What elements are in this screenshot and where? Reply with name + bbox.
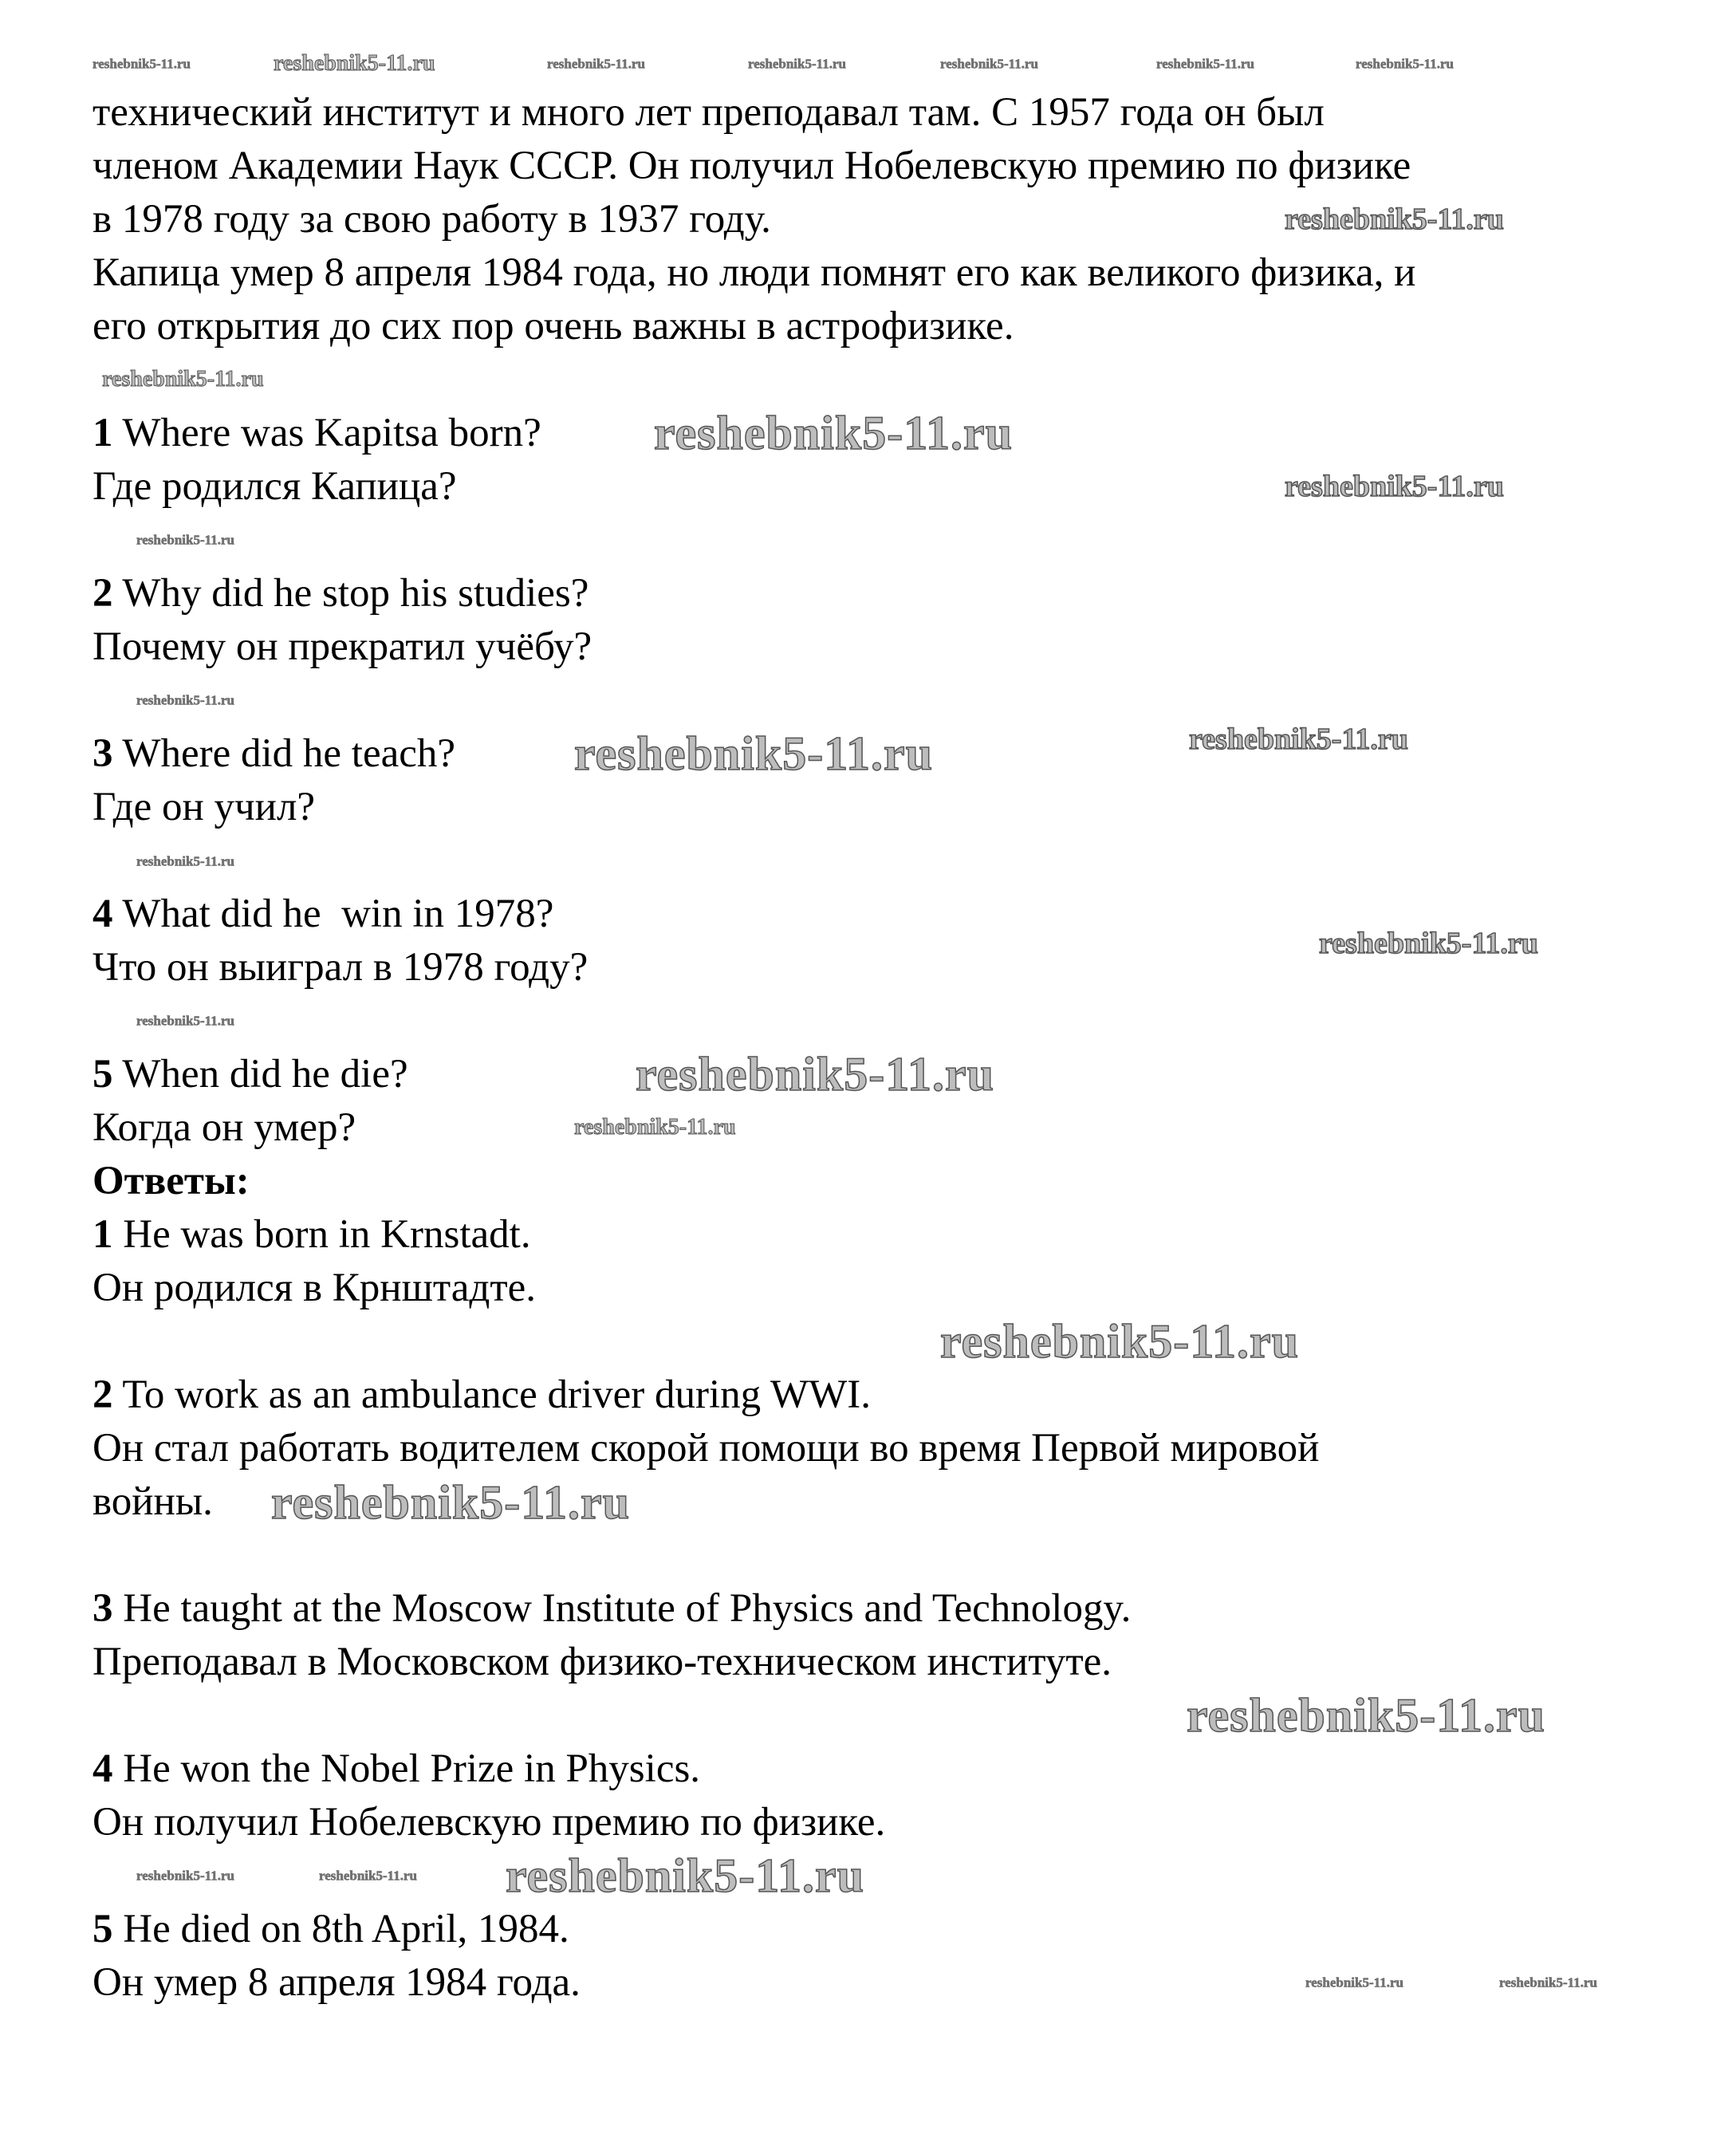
answer-ru: Он родился в Крнштадте.	[93, 1266, 537, 1310]
question-number: 2	[93, 571, 113, 616]
watermark: reshebnik5-11.ru	[748, 56, 846, 72]
question-number: 1	[93, 411, 113, 455]
watermark: reshebnik5-11.ru	[136, 1013, 234, 1029]
answer-number: 5	[93, 1907, 113, 1951]
answer-text: To work as an ambulance driver during WWI.	[122, 1372, 872, 1417]
question-ru: Где он учил?	[93, 785, 316, 829]
watermark: reshebnik5-11.ru	[940, 1315, 1299, 1368]
answer-number: 3	[93, 1586, 113, 1631]
watermark: reshebnik5-11.ru	[93, 56, 191, 72]
answer-text: He won the Nobel Prize in Physics.	[123, 1746, 701, 1791]
answer-ru: Он стал работать водителем скорой помощи во время Первой мировой	[93, 1426, 1320, 1471]
watermark: reshebnik5-11.ru	[1156, 56, 1254, 72]
watermark: reshebnik5-11.ru	[1187, 1689, 1545, 1742]
watermark: reshebnik5-11.ru	[1319, 927, 1538, 960]
paragraph-line: его открытия до сих пор очень важны в астрофизике.	[93, 304, 1014, 348]
question-text: When did he die?	[122, 1052, 408, 1097]
answer-en	[93, 1368, 1671, 1422]
paragraph-line: в 1978 году за свою работу в 1937 году.	[93, 197, 771, 242]
watermark: reshebnik5-11.ru	[136, 532, 234, 548]
watermark: reshebnik5-11.ru	[136, 1868, 234, 1884]
question-number: 5	[93, 1052, 113, 1097]
question-text: What did he win in 1978?	[122, 892, 554, 936]
answer-number: 2	[93, 1372, 113, 1417]
paragraph-line: технический институт и много лет преподавал там. С 1957 года он был	[93, 90, 1325, 135]
watermark: reshebnik5-11.ru	[319, 1868, 417, 1884]
question-ru: Почему он прекратил учёбу?	[93, 624, 592, 669]
answer-ru: Преподавал в Московском физико-техническом институте.	[93, 1640, 1112, 1684]
answer-ru: войны.	[93, 1479, 213, 1524]
answers-heading: Ответы:	[93, 1159, 250, 1203]
watermark: reshebnik5-11.ru	[940, 56, 1038, 72]
answer-ru: Он получил Нобелевскую премию по физике.	[93, 1800, 886, 1845]
answer-number: 1	[93, 1212, 113, 1257]
question-number: 4	[93, 892, 113, 936]
answer-en	[93, 1582, 1671, 1636]
paragraph-line: членом Академии Наук СССР. Он получил Нобелевскую премию по физике	[93, 144, 1411, 188]
answer-number: 4	[93, 1746, 113, 1791]
watermark: reshebnik5-11.ru	[574, 727, 933, 780]
question-ru: Что он выиграл в 1978 году?	[93, 945, 589, 990]
watermark: reshebnik5-11.ru	[636, 1048, 994, 1101]
answer-en	[93, 1903, 1671, 1956]
watermark: reshebnik5-11.ru	[1189, 723, 1408, 756]
watermark: reshebnik5-11.ru	[1499, 1975, 1597, 1990]
watermark: reshebnik5-11.ru	[1285, 203, 1504, 236]
watermark: reshebnik5-11.ru	[654, 407, 1013, 459]
paragraph-line: Капица умер 8 апреля 1984 года, но люди помнят его как великого физика, и	[93, 250, 1416, 295]
watermark: reshebnik5-11.ru	[1356, 56, 1454, 72]
answer-text: He was born in Krnstadt.	[123, 1212, 531, 1257]
watermark: reshebnik5-11.ru	[274, 51, 435, 76]
watermark: reshebnik5-11.ru	[271, 1476, 630, 1529]
question-text: Where did he teach?	[122, 731, 456, 776]
question-number: 3	[93, 731, 113, 776]
question-ru: Где родился Капица?	[93, 464, 457, 509]
watermark: reshebnik5-11.ru	[1305, 1975, 1403, 1990]
answer-ru: Он умер 8 апреля 1984 года.	[93, 1960, 581, 2005]
watermark: reshebnik5-11.ru	[1285, 470, 1504, 503]
question-en	[93, 567, 1671, 620]
answer-text: He taught at the Moscow Institute of Physics and Technology.	[123, 1586, 1132, 1631]
watermark: reshebnik5-11.ru	[547, 56, 645, 72]
answer-text: He died on 8th April, 1984.	[123, 1907, 569, 1951]
watermark: reshebnik5-11.ru	[506, 1849, 864, 1902]
watermark: reshebnik5-11.ru	[136, 853, 234, 869]
question-text: Where was Kapitsa born?	[122, 411, 541, 455]
question-text: Why did he stop his studies?	[122, 571, 589, 616]
question-ru: Когда он умер?	[93, 1105, 356, 1150]
watermark: reshebnik5-11.ru	[102, 367, 264, 392]
watermark: reshebnik5-11.ru	[136, 692, 234, 708]
answer-en	[93, 1208, 1671, 1262]
watermark: reshebnik5-11.ru	[574, 1115, 736, 1140]
answer-en	[93, 1742, 1671, 1796]
